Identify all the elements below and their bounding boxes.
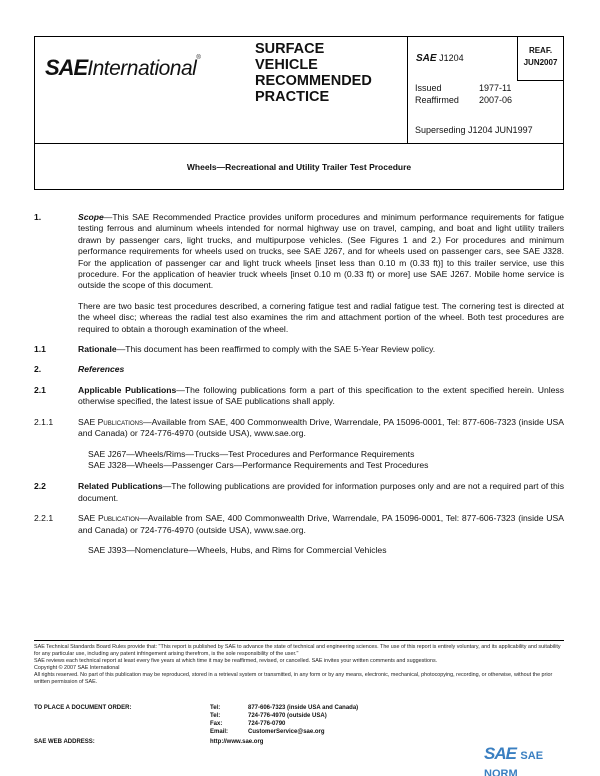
- reference-item: SAE J328—Wheels—Passenger Cars—Performance Requirements and Test Procedures: [88, 459, 429, 470]
- section-text: —Available from SAE, 400 Commonwealth Drive, Warrendale, PA 15096-0001, Tel: 877-606-7323 (inside USA and Canada) or 724-776-4970 (outside USA), www.sae.org.: [78, 513, 564, 535]
- reaf-label: REAF.: [528, 46, 553, 55]
- web-address-link[interactable]: http://www.sae.org: [210, 739, 264, 745]
- footer-divider: [34, 640, 564, 641]
- section-number: 2.: [34, 364, 42, 375]
- section-heading: Rationale: [78, 344, 117, 355]
- sae-norm-badge: [484, 744, 568, 776]
- section-number: 2.2.1: [34, 513, 54, 524]
- issued-label: Issued: [415, 83, 442, 93]
- section-text: —The following publications are provided for information purposes only and are not a required part of this document.: [78, 481, 564, 503]
- section-number: 1.: [34, 212, 42, 222]
- tel1-label: Tel:: [210, 705, 221, 711]
- section-number: 1.1: [34, 344, 46, 355]
- section-text: —This document has been reaffirmed to comply with the SAE 5-Year Review policy.: [116, 344, 436, 355]
- section-heading: Scope: [78, 212, 104, 222]
- footer-copyright: Copyright © 2007 SAE International: [34, 665, 120, 671]
- footer-review-text: SAE reviews each technical report at least every five years at which time it may be reaffirmed, revised, or cancelled. SAE invites your written comments and suggestions.: [34, 658, 438, 664]
- section-2-references: [34, 364, 564, 375]
- sae-norm-word: SAE NORM: [484, 750, 544, 776]
- issued-row: [415, 82, 512, 94]
- reaffirmation-box: [517, 37, 563, 81]
- document-title: Wheels—Recreational and Utility Trailer Test Procedure: [186, 162, 412, 172]
- section-number: 2.1.1: [34, 416, 54, 427]
- section-2-1-1-sae-publications: [34, 417, 564, 440]
- email-value[interactable]: CustomerService@sae.org: [248, 729, 325, 735]
- doc-number-value: J1204: [439, 53, 464, 63]
- tel1-value: 877-606-7323 (inside USA and Canada): [248, 705, 359, 711]
- fax-value: 724-776-0790: [248, 721, 286, 727]
- section-text: —This SAE Recommended Practice provides uniform procedures and minimum performance requirements for fatigue testing ferrous and aluminum wheels intended for normal highway use on travel, camping, and boat and light utility trailers drawn by passenger cars, light trucks, and multipurpose vehicles. (See Figures 1 and 2.) For procedures and minimum performance requirements for wheels used on trucks, see SAE J267, and for wheels used on passenger cars, see SAE J328. For the application of passenger car and light truck wheels [inset less than 0.10 m (0.33 ft)] to this trailer service, use this procedure. For the application of heavier truck wheels [inset 0.10 m (0.33 ft) or more] use SAE J267. Mobile home service is outside the scope of this document.: [78, 212, 564, 291]
- section-1-scope: [34, 212, 564, 292]
- legal-footer: [34, 644, 564, 686]
- web-label: SAE WEB ADDRESS:: [34, 739, 95, 745]
- section-heading: References: [78, 364, 125, 375]
- section-lead: SAE Publication: [78, 513, 140, 524]
- sae-norm-mark: SAE: [484, 744, 516, 763]
- sae-international-logo: [35, 37, 253, 143]
- section-heading: Applicable Publications: [78, 384, 177, 395]
- reference-item: SAE J393—Nomenclature—Wheels, Hubs, and Rims for Commercial Vehicles: [88, 544, 387, 555]
- email-label: Email:: [210, 729, 229, 735]
- section-lead: SAE Publications: [78, 416, 143, 427]
- superseding-note: Superseding J1204 JUN1997: [415, 125, 533, 135]
- reaffirmed-label: Reaffirmed: [415, 95, 459, 105]
- reference-list-2-1-1: [34, 449, 564, 472]
- section-1-paragraph-2: There are two basic test procedures described, a cornering fatigue test and radial fatigue test. The cornering test is directed at the wheel disc; whereas the radial test also examines the rim and attachment portion of the wheel. Both test procedures are required to obtain a thorough examination of the wheel.: [78, 300, 564, 334]
- category-line-2: VEHICLE: [255, 57, 318, 73]
- document-body: [34, 212, 564, 566]
- order-label: TO PLACE A DOCUMENT ORDER:: [34, 705, 132, 711]
- logo-sae-mark: SAE: [45, 55, 88, 80]
- logo-trademark: ®: [196, 55, 201, 61]
- tel2-label: Tel:: [210, 713, 221, 719]
- reference-list-2-2-1: [34, 545, 564, 556]
- section-text: —Available from SAE, 400 Commonwealth Drive, Warrendale, PA 15096-0001, Tel: 877-606-7323 (inside USA and Canada) or 724-776-4970 (outside USA), www.sae.org.: [78, 416, 564, 439]
- section-heading: Related Publications: [78, 481, 163, 492]
- document-title-bar: [34, 144, 564, 190]
- category-line-4: PRACTICE: [255, 89, 330, 105]
- footer-rules-text: SAE Technical Standards Board Rules provide that: "This report is published by SAE to advance the state of technical and engineering sciences. The use of this report is entirely voluntary, and its applicability and suitability for any particular use, including any patent infringement arising therefrom, is the sole responsibility of the user.": [34, 644, 561, 657]
- reference-item: SAE J267—Wheels/Rims—Trucks—Test Procedures and Performance Requirements: [88, 448, 415, 459]
- document-number: [416, 53, 464, 64]
- document-dates: [415, 82, 512, 106]
- category-line-1: SURFACE: [255, 41, 325, 57]
- fax-label: Fax:: [210, 721, 223, 727]
- section-1-1-rationale: [34, 344, 564, 355]
- section-2-2-related-publications: [34, 481, 564, 504]
- doc-prefix: SAE: [416, 53, 437, 64]
- section-2-2-1-sae-publication: [34, 513, 564, 536]
- issued-value: 1977-11: [479, 83, 512, 93]
- document-category-title: [255, 41, 405, 105]
- reaf-date: JUN2007: [523, 58, 558, 67]
- logo-international-text: International: [87, 57, 197, 80]
- tel2-value: 724-776-4970 (outside USA): [248, 713, 327, 719]
- section-2-1-applicable-publications: [34, 385, 564, 408]
- reaffirmed-row: [415, 94, 512, 106]
- footer-rights: All rights reserved. No part of this publication may be reproduced, stored in a retrieval system or transmitted, in any form or by any means, electronic, mechanical, photocopying, recording, or otherwise, without the prior written permission of SAE.: [34, 672, 553, 685]
- reaffirmed-value: 2007-06: [479, 95, 513, 105]
- section-text: —The following publications form a part of this specification to the extent specified herein. Unless otherwise specified, the latest issue of SAE publications shall apply.: [78, 384, 565, 407]
- section-number: 2.2: [34, 481, 46, 492]
- section-number: 2.1: [34, 384, 46, 395]
- category-line-3: RECOMMENDED: [255, 73, 372, 89]
- document-header: [34, 36, 564, 144]
